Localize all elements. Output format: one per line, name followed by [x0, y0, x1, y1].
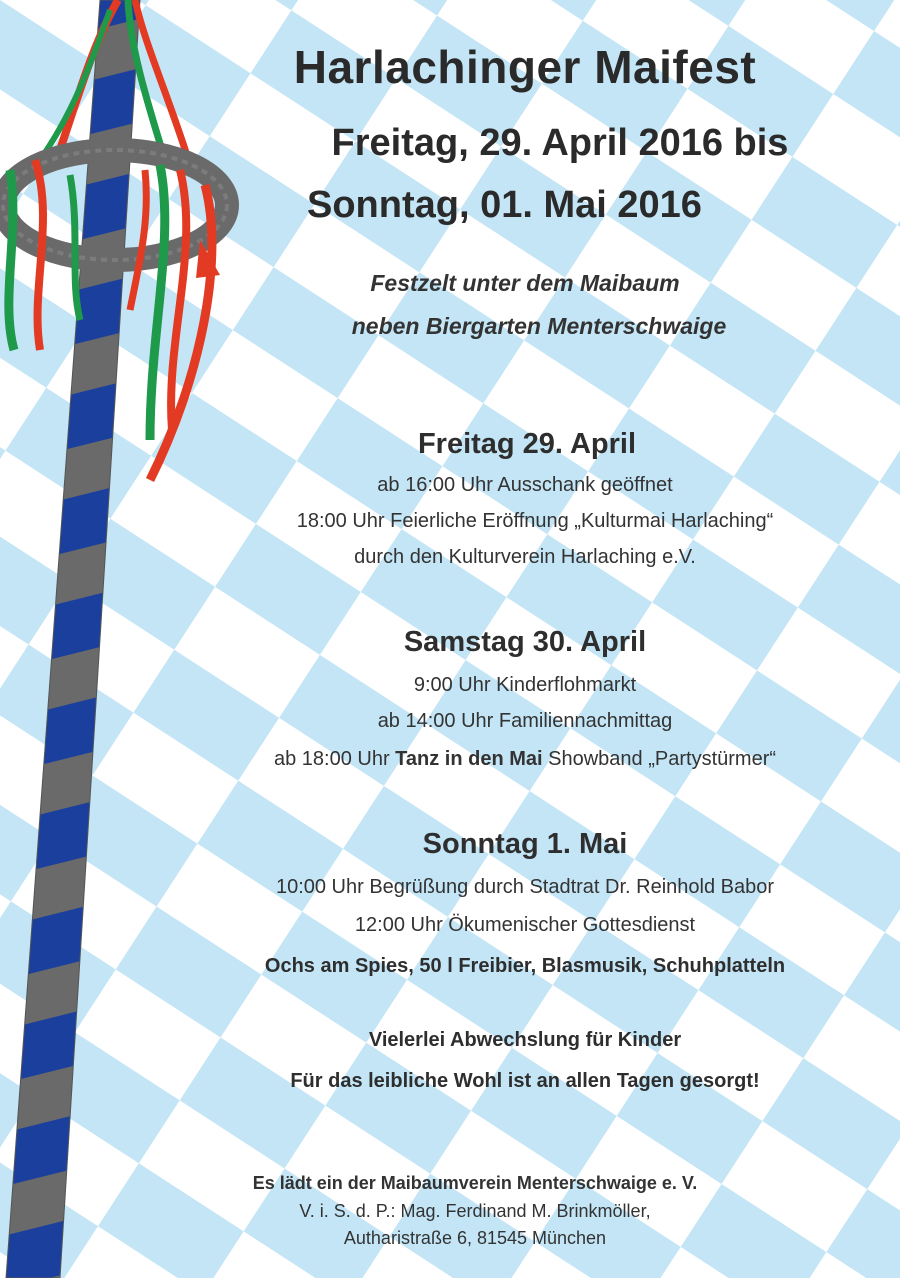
saturday-line [150, 748, 900, 771]
friday-line: ab 16:00 Uhr Ausschank geöffnet [377, 474, 673, 496]
saturday-heading: Samstag 30. April [403, 626, 647, 658]
sunday-line: 12:00 Uhr Ökumenischer Gottesdienst [354, 914, 696, 936]
sunday-heading: Sonntag 1. Mai [422, 828, 628, 860]
saturday-line-part: Showband „Partystürmer“ [542, 748, 777, 770]
location-line2: neben Biergarten Menterschwaige [351, 313, 727, 339]
footer-address: Autharistraße 6, 81545 München [343, 1228, 607, 1248]
dance-highlight: Tanz in den Mai [395, 748, 543, 770]
extras-kids: Vielerlei Abwechslung für Kinder [368, 1029, 682, 1051]
footer-host: Es lädt ein der Maibaumverein Menterschwaige e. V. [252, 1173, 698, 1193]
saturday-line: 9:00 Uhr Kinderflohmarkt [413, 674, 637, 696]
date-range-line2: Sonntag, 01. Mai 2016 [307, 184, 702, 226]
event-title: Harlachinger Maifest [293, 41, 757, 93]
date-range-line1: Freitag, 29. April 2016 bis [331, 122, 789, 164]
location-line1: Festzelt unter dem Maibaum [370, 270, 680, 296]
saturday-line: ab 14:00 Uhr Familiennachmittag [377, 710, 673, 732]
friday-line: 18:00 Uhr Feierliche Eröffnung „Kulturmai Harlaching“ [296, 510, 774, 532]
friday-line: durch den Kulturverein Harlaching e.V. [354, 546, 696, 568]
saturday-line-part: ab 18:00 Uhr [273, 748, 396, 770]
extras-food: Für das leibliche Wohl ist an allen Tagen gesorgt! [290, 1070, 760, 1092]
sunday-line: 10:00 Uhr Begrüßung durch Stadtrat Dr. Reinhold Babor [275, 876, 775, 898]
sunday-highlights: Ochs am Spies, 50 l Freibier, Blasmusik, Schuhplatteln [264, 955, 786, 977]
footer-responsible: V. i. S. d. P.: Mag. Ferdinand M. Brinkmöller, [299, 1201, 651, 1221]
friday-heading: Freitag 29. April [417, 428, 637, 460]
